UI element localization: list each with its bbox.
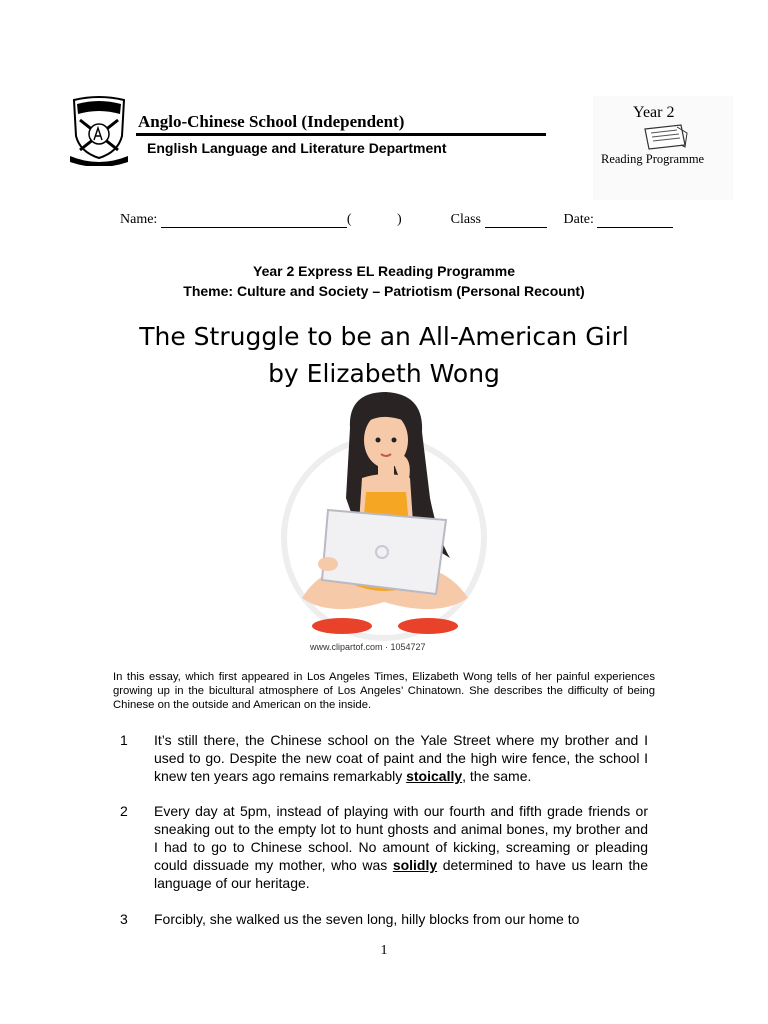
paragraph-number: 3: [120, 911, 128, 927]
vocabulary-word: solidly: [392, 857, 438, 873]
paragraph: [154, 802, 648, 892]
date-field[interactable]: [597, 213, 673, 228]
date-label: Date:: [563, 212, 594, 227]
paragraph: [154, 731, 648, 785]
student-info-line: [120, 212, 673, 228]
paragraph-text: determined to have us learn the language of our heritage.: [154, 857, 648, 891]
programme-theme: Theme: Culture and Society – Patriotism (Personal Recount): [183, 283, 585, 299]
paragraph-text: It’s still there, the Chinese school on the Yale Street where my brother and I used to go. Despite the new coat of paint and the high wire fence, the school I knew ten years ago remains remarkably: [154, 732, 648, 784]
badge-programme: Reading Programme: [601, 152, 705, 166]
paragraph-text: Forcibly, she walked us the seven long, hilly blocks from our home to: [154, 911, 580, 927]
paragraph-text: , the same.: [462, 768, 532, 784]
name-field[interactable]: [161, 213, 347, 228]
reading-programme-badge: [593, 96, 733, 200]
badge-year: Year 2: [633, 104, 675, 121]
paragraph: [154, 910, 648, 928]
name-label: Name:: [120, 212, 158, 227]
story-title-line: The Struggle to be an All-American Girl: [139, 322, 629, 351]
register-paren-close: ): [397, 212, 402, 227]
class-label: Class: [450, 212, 482, 227]
programme-title: Year 2 Express EL Reading Programme: [253, 263, 515, 279]
story-author-line: by Elizabeth Wong: [268, 359, 500, 388]
story-title: [0, 318, 768, 392]
girl-with-laptop-illustration: [268, 388, 500, 644]
header-divider: [136, 133, 546, 136]
paragraph-number: 1: [120, 732, 128, 748]
school-name: Anglo-Chinese School (Independent): [138, 112, 405, 131]
department-name: English Language and Literature Department: [147, 140, 447, 156]
register-paren-open: (: [346, 212, 352, 227]
paragraph-text: Every day at 5pm, instead of playing with our fourth and fifth grade friends or sneaking out to the empty lot to hunt ghosts and animal bones, my brother and I had to go to Chinese school. No amount of kicking, screaming or pleading could dissuade my mother, who was: [154, 803, 648, 873]
page-number: 1: [380, 943, 388, 958]
paragraph-number: 2: [120, 803, 128, 819]
vocabulary-word: stoically: [406, 768, 463, 784]
intro-paragraph: In this essay, which first appeared in Los Angeles Times, Elizabeth Wong tells of her painful experiences growing up in the bicultural atmosphere of Los Angeles’ Chinatown. She describes the difficulty of being Chinese on the outside and American on the inside.: [113, 671, 655, 711]
class-field[interactable]: [485, 213, 547, 228]
newspaper-icon: [641, 123, 689, 151]
image-credit: www.clipartof.com · 1054727: [310, 642, 426, 652]
school-crest-icon: [68, 96, 130, 166]
